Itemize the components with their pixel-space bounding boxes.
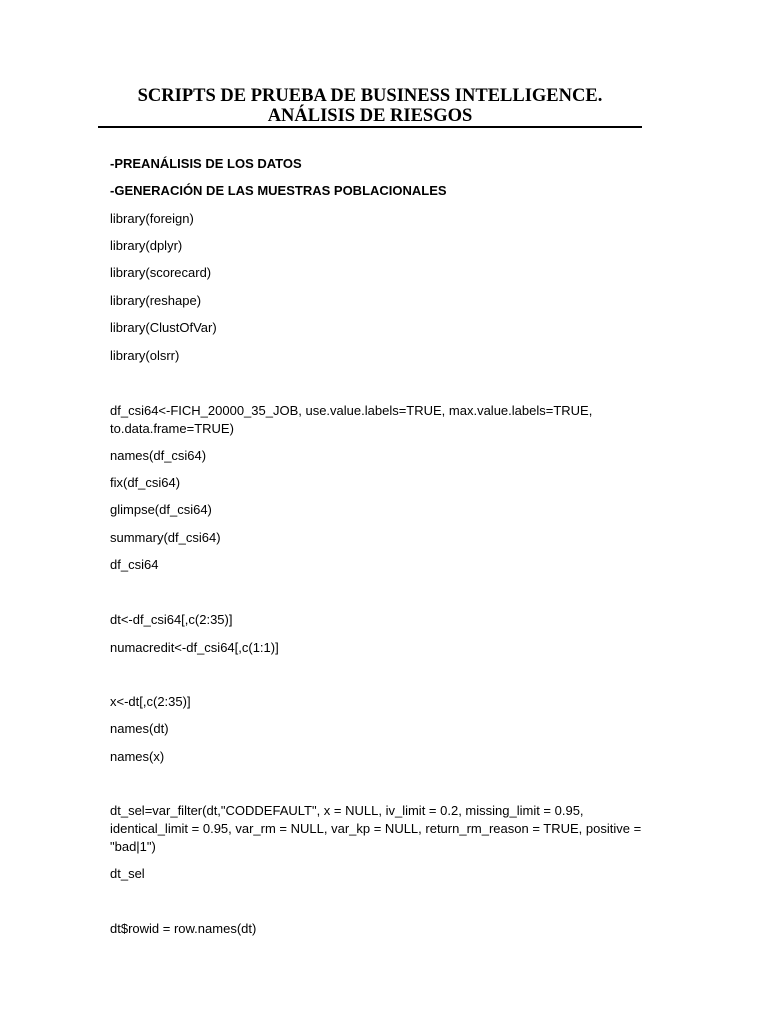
code-line: library(scorecard) bbox=[110, 265, 212, 280]
code-line: x<-dt[,c(2:35)] bbox=[110, 694, 191, 709]
title-underline bbox=[98, 126, 642, 128]
code-line: names(df_csi64) bbox=[110, 448, 207, 463]
code-line: dt_sel bbox=[110, 866, 145, 881]
code-line: library(reshape) bbox=[110, 293, 202, 308]
code-line: names(dt) bbox=[110, 721, 169, 736]
code-line: library(olsrr) bbox=[110, 348, 180, 363]
code-line: "bad|1") bbox=[110, 839, 156, 854]
code-line: library(foreign) bbox=[110, 211, 194, 226]
code-line: dt_sel=var_filter(dt,"CODDEFAULT", x = NULL, iv_limit = 0.2, missing_limit = 0.95, bbox=[110, 803, 584, 818]
code-line: to.data.frame=TRUE) bbox=[110, 421, 234, 436]
code-line: summary(df_csi64) bbox=[110, 530, 221, 545]
code-line: df_csi64 bbox=[110, 557, 159, 572]
code-line: library(dplyr) bbox=[110, 238, 183, 253]
code-line: glimpse(df_csi64) bbox=[110, 502, 212, 517]
section-heading-generacion: -GENERACIÓN DE LAS MUESTRAS POBLACIONALES bbox=[110, 183, 447, 198]
title-line-1: SCRIPTS DE PRUEBA DE BUSINESS INTELLIGENCE. bbox=[137, 86, 603, 106]
code-line: dt$rowid = row.names(dt) bbox=[110, 921, 257, 936]
code-line: numacredit<-df_csi64[,c(1:1)] bbox=[110, 640, 279, 655]
code-line: fix(df_csi64) bbox=[110, 475, 181, 490]
title-line-2: ANÁLISIS DE RIESGOS bbox=[267, 106, 473, 126]
section-heading-preanalisis: -PREANÁLISIS DE LOS DATOS bbox=[110, 156, 302, 171]
code-line: library(ClustOfVar) bbox=[110, 320, 217, 335]
code-line: names(x) bbox=[110, 749, 165, 764]
document-title bbox=[98, 86, 642, 126]
code-line: identical_limit = 0.95, var_rm = NULL, var_kp = NULL, return_rm_reason = TRUE, positive = bbox=[110, 821, 642, 836]
code-line: dt<-df_csi64[,c(2:35)] bbox=[110, 612, 233, 627]
code-line: df_csi64<-FICH_20000_35_JOB, use.value.labels=TRUE, max.value.labels=TRUE, bbox=[110, 403, 593, 418]
